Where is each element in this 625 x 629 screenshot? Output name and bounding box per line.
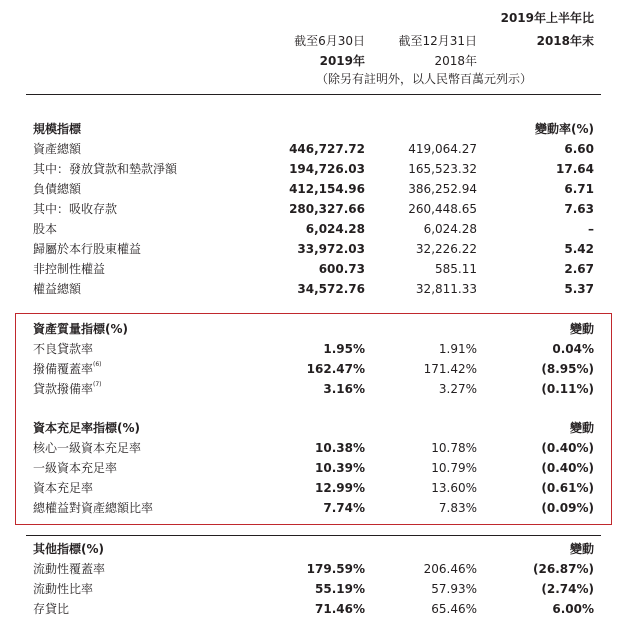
value-change: 5.42 — [564, 242, 594, 256]
header-col4-line2: 2018年末 — [536, 34, 594, 48]
value-2019: 12.99% — [315, 481, 365, 495]
header-col3-line2: 2018年 — [434, 54, 477, 68]
row-label — [33, 242, 141, 256]
row-label-text: 股本 — [33, 222, 58, 236]
footnote-marker: (6) — [93, 361, 102, 368]
value-2018: 7.83% — [438, 501, 477, 515]
capital-section-title: 資本充足率指標(%) — [33, 421, 140, 435]
value-change: – — [588, 222, 594, 236]
value-2018: 585.11 — [435, 262, 477, 276]
value-2018: 13.60% — [431, 481, 477, 495]
row-label — [33, 382, 102, 396]
value-2019: 33,972.03 — [297, 242, 365, 256]
other-change-header: 變動 — [569, 542, 594, 556]
header-col4-line1: 2019年上半年比 — [500, 11, 594, 25]
row-label-text: 資產總額 — [33, 142, 82, 156]
value-change: 2.67 — [564, 262, 594, 276]
value-2018: 1.91% — [438, 342, 477, 356]
row-label — [33, 342, 93, 356]
quality-section-title: 資產質量指標(%) — [33, 322, 128, 336]
value-2019: 412,154.96 — [289, 182, 365, 196]
value-2018: 419,064.27 — [408, 142, 477, 156]
value-2018: 6,024.28 — [423, 222, 477, 236]
quality-change-header: 變動 — [569, 322, 594, 336]
row-label-text: 負債總額 — [33, 182, 82, 196]
row-label-text: 不良貸款率 — [33, 342, 94, 356]
value-2018: 10.78% — [431, 441, 477, 455]
value-2019: 10.39% — [315, 461, 365, 475]
value-2019: 34,572.76 — [297, 282, 365, 296]
highlight-box — [15, 313, 612, 525]
scale-section-title: 規模指標 — [33, 122, 82, 136]
row-label — [33, 362, 102, 376]
capital-change-header: 變動 — [569, 421, 594, 435]
value-2018: 32,226.22 — [415, 242, 477, 256]
value-2019: 446,727.72 — [289, 142, 365, 156]
row-label — [33, 182, 81, 196]
value-change: 0.04% — [552, 342, 594, 356]
value-2018: 165,523.32 — [408, 162, 477, 176]
other-section-title: 其他指標(%) — [33, 542, 104, 556]
value-2018: 386,252.94 — [408, 182, 477, 196]
row-label-text: 撥備覆蓋率 — [33, 362, 94, 376]
value-change: (0.11%) — [541, 382, 594, 396]
row-label — [33, 501, 153, 515]
other-divider — [26, 535, 601, 536]
row-label — [33, 282, 81, 296]
row-label-text: 資本充足率 — [33, 481, 94, 495]
value-change: (0.09%) — [541, 501, 594, 515]
row-label — [33, 222, 57, 236]
header-col2-line2: 2019年 — [319, 54, 365, 68]
value-change: 7.63 — [564, 202, 594, 216]
row-label — [33, 481, 93, 495]
value-2019: 179.59% — [306, 562, 365, 576]
value-2019: 71.46% — [315, 602, 365, 616]
value-2019: 162.47% — [306, 362, 365, 376]
value-2019: 600.73 — [318, 262, 365, 276]
row-label — [33, 262, 105, 276]
row-label-text: 其中：發放貸款和墊款淨額 — [33, 162, 178, 176]
value-change: 6.71 — [564, 182, 594, 196]
row-label — [33, 582, 93, 596]
footnote-marker: (7) — [93, 381, 102, 388]
value-2018: 65.46% — [431, 602, 477, 616]
row-label — [33, 562, 105, 576]
value-2018: 260,448.65 — [408, 202, 477, 216]
row-label — [33, 142, 81, 156]
value-2019: 1.95% — [323, 342, 365, 356]
value-2018: 3.27% — [438, 382, 477, 396]
value-2018: 171.42% — [423, 362, 477, 376]
value-2018: 57.93% — [431, 582, 477, 596]
value-2019: 280,327.66 — [289, 202, 365, 216]
value-change: (26.87%) — [533, 562, 594, 576]
value-change: (0.40%) — [541, 461, 594, 475]
header-col3-line1: 截至12月31日 — [398, 34, 477, 48]
value-change: (8.95%) — [541, 362, 594, 376]
value-change: 6.60 — [564, 142, 594, 156]
value-change: (2.74%) — [541, 582, 594, 596]
row-label-text: 貸款撥備率 — [33, 382, 94, 396]
header-divider — [26, 94, 601, 95]
value-2019: 3.16% — [323, 382, 365, 396]
value-change: 17.64 — [556, 162, 594, 176]
row-label — [33, 461, 117, 475]
row-label — [33, 162, 177, 176]
row-label-text: 存貸比 — [33, 602, 70, 616]
value-2019: 7.74% — [323, 501, 365, 515]
value-2019: 55.19% — [315, 582, 365, 596]
value-change: (0.40%) — [541, 441, 594, 455]
row-label-text: 總權益對資產總額比率 — [33, 501, 154, 515]
value-2018: 32,811.33 — [415, 282, 477, 296]
row-label-text: 非控制性權益 — [33, 262, 106, 276]
row-label — [33, 441, 141, 455]
header-col2-line1: 截至6月30日 — [294, 34, 365, 48]
row-label-text: 其中：吸收存款 — [33, 202, 118, 216]
row-label-text: 權益總額 — [33, 282, 82, 296]
value-change: 5.37 — [564, 282, 594, 296]
row-label-text: 歸屬於本行股東權益 — [33, 242, 142, 256]
value-2019: 194,726.03 — [289, 162, 365, 176]
row-label — [33, 602, 69, 616]
header-note: （除另有註明外，以人民幣百萬元列示） — [316, 72, 533, 86]
row-label-text: 流動性比率 — [33, 582, 94, 596]
row-label-text: 核心一級資本充足率 — [33, 441, 142, 455]
row-label — [33, 202, 117, 216]
value-change: (0.61%) — [541, 481, 594, 495]
value-change: 6.00% — [552, 602, 594, 616]
row-label-text: 一級資本充足率 — [33, 461, 118, 475]
row-label-text: 流動性覆蓋率 — [33, 562, 106, 576]
value-2018: 206.46% — [423, 562, 477, 576]
value-2019: 10.38% — [315, 441, 365, 455]
value-2018: 10.79% — [431, 461, 477, 475]
value-2019: 6,024.28 — [305, 222, 365, 236]
scale-change-header: 變動率(%) — [535, 122, 594, 136]
